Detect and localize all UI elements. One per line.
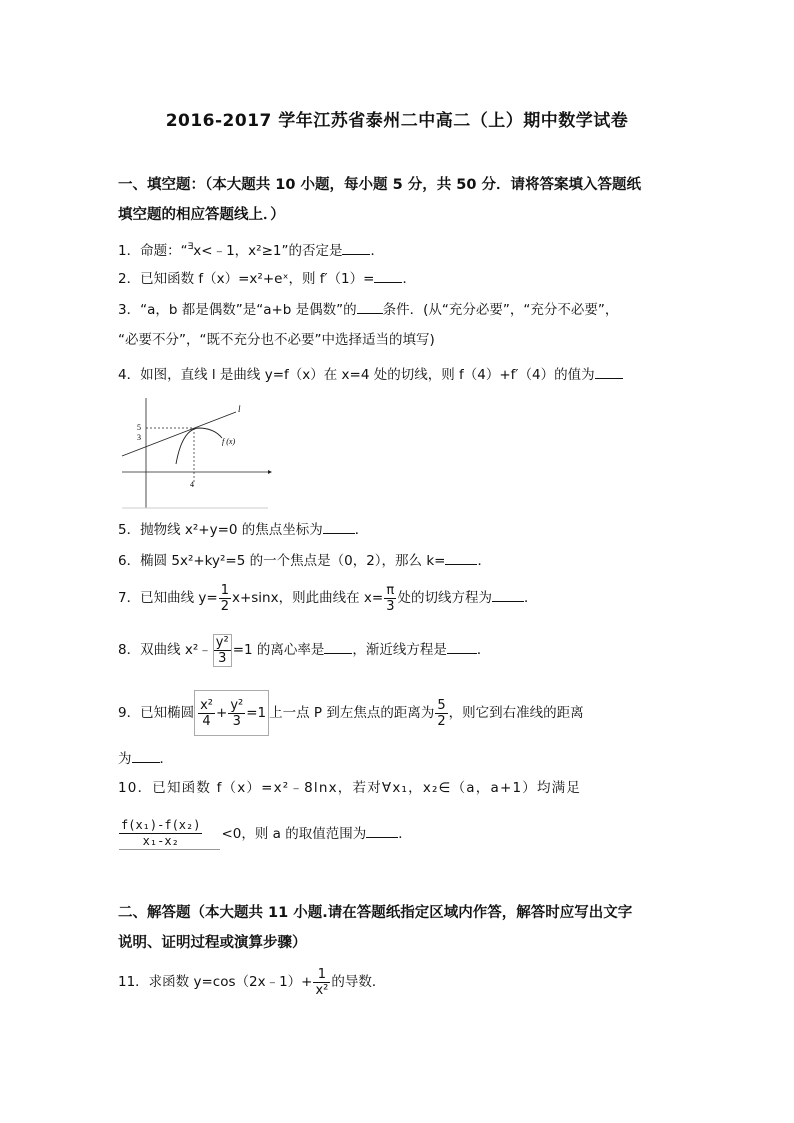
question-3: 3．“a，b 都是偶数”是“a+b 是偶数”的 条件．(从“充分必要”，“充分不必要”， “必要不分”，“既不充分也不必要”中选择适当的填写) [118,299,678,350]
question-3-line2: “必要不分”，“既不充分也不必要”中选择适当的填写) [118,332,435,348]
question-7: 7．已知曲线 y= $\frac{1}{2}$ x+sinx，则此曲线在 x= $\frac{\pi}{3}$ 处的切线方程为 ． [118,582,538,614]
section2-line2: 说明、证明过程或演算步骤） [118,935,307,951]
tick-label-5: 5 [137,423,141,432]
tick-label-4: 4 [190,480,194,489]
curve-fx [176,428,222,464]
question-9: 9．已知椭圆 $\frac{\text{x²}}{4}$ + $\frac{\text{y²}}{3}$ =1 上一点 P 到左焦点的距离为 $\frac{5}{2}$ ，则它到右准线的距离 [118,690,678,736]
ellipse-equation: $\frac{\text{x²}}{4}$ + $\frac{\text{y²}}{3}$ =1 [194,690,269,736]
fraction-one-half: $\frac{1}{2}$ [220,582,229,614]
question-5: 5．抛物线 x²+y=0 的焦点坐标为 ． [118,519,678,540]
question-4: 4．如图，直线 l 是曲线 y=f（x）在 x=4 处的切线，则 f（4）+f′（4）的值为 [118,364,678,385]
answer-blank[interactable] [374,268,402,283]
question-10-line2: $\frac{\text{f(x₁)-f(x₂)}}{\text{x₁-x₂}}$ <0，则 a 的取值范围为 ． [121,818,412,848]
question-2: 2．已知函数 f（x）=x²+eˣ，则 f′（1）= ． [118,268,678,289]
question-8: 8．双曲线 x²﹣ $\frac{\text{y²}}{3}$ =1 的离心率是 ，渐近线方程是 ． [118,634,491,666]
tangent-line-figure [118,394,272,510]
section1-line2: 填空题的相应答题线上．） [118,207,285,223]
exists-symbol: ∃ [187,242,194,252]
section1-line1: 一、填空题：（本大题共 10 小题，每小题 5 分，共 50 分．请将答案填入答题纸 [118,177,641,193]
section2-heading [118,898,678,958]
question-6: 6．椭圆 5x²+ky²=5 的一个焦点是（0，2），那么 k= ． [118,550,678,571]
question-11: 11．求函数 y=cos（2x﹣1）+ $\frac{1}{\text{x²}}$ 的导数． [118,966,386,998]
answer-blank[interactable] [323,519,355,534]
fraction-1-over-x2: $\frac{1}{\text{x²}}$ [315,966,329,998]
question-9-line2: 为 ． [118,748,678,769]
answer-blank[interactable] [357,299,383,314]
question-1: 1．命题：“∃x<﹣1，x²≥1”的否定是 ． [118,242,384,259]
x-axis-arrow [268,470,272,474]
curve-label-fx: f (x) [222,437,236,446]
section2-line1: 二、解答题（本大题共 11 小题.请在答题纸指定区域内作答，解答时应写出文字 [118,905,633,921]
answer-blank[interactable] [132,748,160,763]
answer-blank[interactable] [366,823,398,838]
section1-heading [118,170,678,230]
difference-quotient: $\frac{\text{f(x₁)-f(x₂)}}{\text{x₁-x₂}}$ [119,818,220,850]
question-10: 10．已知函数 f（x）=x²﹣8lnx，若对∀x₁，x₂∈（a，a+1）均满足 [118,780,582,796]
answer-blank[interactable] [595,364,623,379]
fraction-5-over-2: $\frac{5}{2}$ [437,697,446,729]
page-title: 2016-2017 学年江苏省泰州二中高二（上）期中数学试卷 [165,111,629,131]
fraction-y2-over-3: $\frac{\text{y²}}{3}$ [213,634,232,667]
answer-blank[interactable] [447,639,477,654]
answer-blank[interactable] [342,240,370,255]
tick-label-3: 3 [137,433,141,442]
answer-blank[interactable] [324,639,352,654]
answer-blank[interactable] [445,550,477,565]
fraction-pi-over-3: $\frac{\pi}{3}$ [386,582,395,614]
answer-blank[interactable] [492,587,524,602]
line-label-l: l [238,404,241,414]
